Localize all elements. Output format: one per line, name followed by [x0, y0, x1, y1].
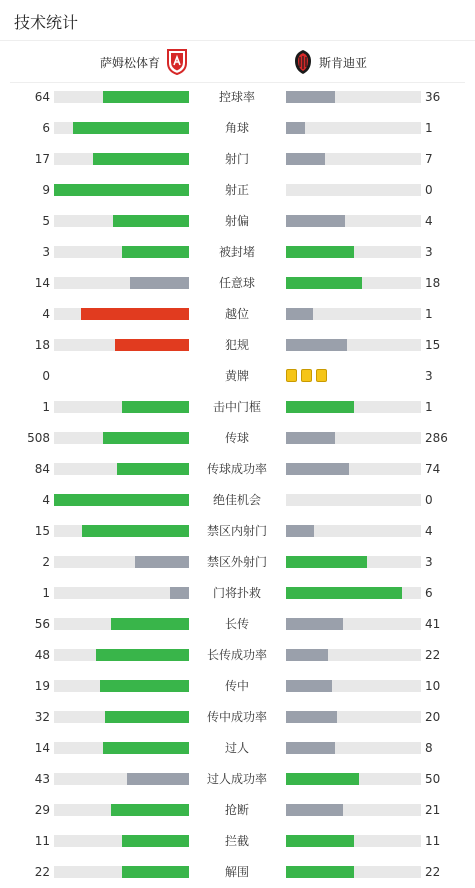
- away-stat-bar: [286, 866, 421, 878]
- away-stat-bar-fill: [286, 153, 325, 165]
- home-stat-bar-fill: [111, 618, 189, 630]
- away-stat-bar-fill: [286, 308, 313, 320]
- away-stat-value: 286: [425, 431, 448, 445]
- stat-label: 传中: [224, 679, 249, 693]
- home-stat-bar-fill: [103, 91, 189, 103]
- section-title: 技术统计: [14, 13, 79, 32]
- away-stat-bar: [286, 494, 421, 506]
- away-stat-bar: [286, 680, 421, 692]
- stat-row: [0, 833, 475, 849]
- teams-header: [0, 46, 475, 78]
- away-stat-bar-fill: [286, 91, 335, 103]
- stat-row: [0, 864, 475, 880]
- home-stat-bar: [54, 649, 189, 661]
- away-stat-value: 6: [425, 586, 433, 600]
- home-stat-bar: [54, 277, 189, 289]
- stat-label: 门将扑救: [212, 586, 261, 600]
- home-stat-bar-fill: [54, 494, 189, 506]
- away-stat-bar-fill: [286, 711, 337, 723]
- away-stat-bar: [286, 711, 421, 723]
- home-stat-value: 32: [34, 710, 50, 724]
- stat-label: 过人: [224, 741, 249, 755]
- stat-label: 解围: [224, 865, 249, 879]
- away-stat-value: 8: [425, 741, 433, 755]
- away-stat-bar-fill: [286, 215, 345, 227]
- away-stat-bar-fill: [286, 556, 367, 568]
- away-stat-bar-fill: [286, 773, 359, 785]
- home-stat-bar: [54, 215, 189, 227]
- away-stat-bar: [286, 91, 421, 103]
- home-stat-bar: [54, 680, 189, 692]
- stat-label: 拦截: [224, 834, 249, 848]
- stat-label: 过人成功率: [206, 772, 267, 786]
- away-stat-bar: [286, 525, 421, 537]
- stat-row: [0, 182, 475, 198]
- away-stat-value: 36: [425, 90, 441, 104]
- away-stat-bar-fill: [286, 649, 328, 661]
- home-stat-value: 9: [42, 183, 50, 197]
- home-stat-value: 1: [42, 586, 50, 600]
- away-stat-value: 0: [425, 493, 433, 507]
- home-stat-value: 4: [42, 493, 50, 507]
- home-stat-bar: [54, 184, 189, 196]
- home-stat-bar-fill: [81, 308, 189, 320]
- away-stat-bar: [286, 122, 421, 134]
- home-stat-value: 43: [34, 772, 50, 786]
- stat-row: [0, 275, 475, 291]
- away-stat-value: 22: [425, 865, 441, 879]
- home-stat-bar: [54, 494, 189, 506]
- away-stat-value: 1: [425, 400, 433, 414]
- away-stat-bar-fill: [286, 401, 354, 413]
- away-stat-bar: [286, 618, 421, 630]
- stat-row: [0, 802, 475, 818]
- stat-label: 禁区外射门: [206, 555, 267, 569]
- home-stat-bar: [54, 835, 189, 847]
- away-team-name: 斯肯迪亚: [319, 55, 368, 70]
- yellow-card-icon: [301, 369, 312, 382]
- home-stat-bar: [54, 246, 189, 258]
- divider: [0, 40, 475, 41]
- home-stat-bar: [54, 525, 189, 537]
- away-stat-bar: [286, 463, 421, 475]
- stat-label: 控球率: [218, 90, 255, 104]
- yellow-card-icon: [286, 369, 297, 382]
- stat-row: [0, 585, 475, 601]
- home-stat-bar-fill: [111, 804, 189, 816]
- stat-row: [0, 306, 475, 322]
- stat-label: 犯规: [224, 338, 249, 352]
- away-stat-bar-fill: [286, 432, 335, 444]
- home-stat-value: 14: [34, 276, 50, 290]
- home-stat-value: 22: [34, 865, 50, 879]
- home-stat-bar: [54, 401, 189, 413]
- stat-row: [0, 213, 475, 229]
- away-stat-bar-fill: [286, 866, 354, 878]
- away-stat-bar-fill: [286, 525, 314, 537]
- home-stat-value: 4: [42, 307, 50, 321]
- away-stat-value: 1: [425, 121, 433, 135]
- away-stat-bar: [286, 339, 421, 351]
- home-team[interactable]: [100, 46, 188, 78]
- home-stat-bar: [54, 587, 189, 599]
- away-stat-value: 10: [425, 679, 441, 693]
- home-stat-bar-fill: [100, 680, 189, 692]
- away-stat-bar-fill: [286, 246, 354, 258]
- home-stat-bar: [54, 742, 189, 754]
- stat-row: [0, 399, 475, 415]
- stat-label: 射正: [224, 183, 249, 197]
- away-stat-bar: [286, 246, 421, 258]
- home-stat-value: 29: [34, 803, 50, 817]
- home-stat-value: 14: [34, 741, 50, 755]
- stat-label: 射偏: [224, 214, 249, 228]
- away-stat-value: 3: [425, 245, 433, 259]
- away-stat-bar-fill: [286, 742, 335, 754]
- away-stat-bar: [286, 401, 421, 413]
- away-stat-bar-fill: [286, 804, 343, 816]
- stat-label: 射门: [224, 152, 249, 166]
- home-stat-bar: [54, 339, 189, 351]
- home-stat-bar: [54, 432, 189, 444]
- away-stat-value: 18: [425, 276, 441, 290]
- home-stat-bar-fill: [122, 866, 190, 878]
- stat-label: 黄牌: [224, 369, 249, 383]
- away-stat-bar-fill: [286, 339, 347, 351]
- away-team-logo-icon: [293, 49, 313, 75]
- stat-label: 越位: [224, 307, 249, 321]
- divider: [10, 82, 465, 83]
- home-stat-value: 1: [42, 400, 50, 414]
- home-stat-value: 56: [34, 617, 50, 631]
- stat-row: [0, 151, 475, 167]
- home-stat-bar-fill: [96, 649, 189, 661]
- away-stat-bar-fill: [286, 277, 362, 289]
- stat-row: [0, 771, 475, 787]
- home-stat-bar: [54, 556, 189, 568]
- away-stat-value: 41: [425, 617, 441, 631]
- stat-label: 角球: [224, 121, 249, 135]
- home-stat-bar-fill: [122, 835, 190, 847]
- stat-row: [0, 523, 475, 539]
- away-stat-value: 20: [425, 710, 441, 724]
- away-stat-bar: [286, 556, 421, 568]
- stat-label: 长传: [224, 617, 249, 631]
- home-stat-value: 3: [42, 245, 50, 259]
- stat-label: 绝佳机会: [212, 493, 261, 507]
- home-stat-bar-fill: [127, 773, 189, 785]
- away-stat-value: 4: [425, 214, 433, 228]
- home-stat-value: 19: [34, 679, 50, 693]
- stat-row: [0, 678, 475, 694]
- home-stat-bar-fill: [115, 339, 189, 351]
- away-stat-bar-fill: [286, 835, 354, 847]
- away-stat-bar: [286, 587, 421, 599]
- home-stat-value: 0: [42, 369, 50, 383]
- home-team-name: 萨姆松体育: [99, 55, 160, 70]
- away-stat-value: 7: [425, 152, 433, 166]
- stat-label: 击中门框: [212, 400, 261, 414]
- stat-row: [0, 492, 475, 508]
- away-stat-value: 1: [425, 307, 433, 321]
- away-stat-value: 50: [425, 772, 441, 786]
- away-stat-bar-fill: [286, 463, 349, 475]
- stat-label: 传中成功率: [206, 710, 267, 724]
- home-stat-bar-fill: [130, 277, 189, 289]
- stat-row: [0, 368, 475, 384]
- home-stat-bar-fill: [122, 246, 190, 258]
- home-stat-bar-fill: [103, 432, 189, 444]
- home-stat-value: 84: [34, 462, 50, 476]
- home-stat-value: 2: [42, 555, 50, 569]
- away-stat-bar-fill: [286, 618, 343, 630]
- stat-label: 抢断: [224, 803, 249, 817]
- stat-row: [0, 554, 475, 570]
- away-stat-bar: [286, 432, 421, 444]
- away-stat-bar-fill: [286, 122, 305, 134]
- home-stat-value: 48: [34, 648, 50, 662]
- home-stat-value: 15: [34, 524, 50, 538]
- home-stat-bar: [54, 122, 189, 134]
- home-team-logo-icon: [166, 49, 188, 75]
- stat-row: [0, 740, 475, 756]
- home-stat-value: 11: [34, 834, 50, 848]
- away-stat-value: 74: [425, 462, 441, 476]
- away-stat-bar: [286, 773, 421, 785]
- stat-row: [0, 616, 475, 632]
- home-stat-value: 5: [42, 214, 50, 228]
- stat-row: [0, 709, 475, 725]
- away-team[interactable]: [293, 46, 367, 78]
- away-stat-bar: [286, 742, 421, 754]
- stat-row: [0, 120, 475, 136]
- stat-row: [0, 430, 475, 446]
- home-stat-bar: [54, 804, 189, 816]
- stat-label: 传球成功率: [206, 462, 267, 476]
- home-stat-bar-fill: [113, 215, 189, 227]
- away-stat-value: 3: [425, 369, 433, 383]
- away-stat-bar: [286, 835, 421, 847]
- stat-row: [0, 337, 475, 353]
- home-stat-bar-fill: [135, 556, 189, 568]
- home-stat-bar-fill: [170, 587, 189, 599]
- away-stat-bar: [286, 649, 421, 661]
- stat-row: [0, 461, 475, 477]
- away-stat-bar: [286, 277, 421, 289]
- away-yellow-cards: [286, 369, 327, 383]
- home-stat-bar: [54, 618, 189, 630]
- away-stat-bar-fill: [286, 680, 332, 692]
- away-stat-bar: [286, 804, 421, 816]
- home-stat-bar: [54, 866, 189, 878]
- away-stat-bar: [286, 308, 421, 320]
- stat-label: 任意球: [218, 276, 255, 290]
- away-stat-value: 15: [425, 338, 441, 352]
- home-stat-bar: [54, 773, 189, 785]
- yellow-card-icon: [316, 369, 327, 382]
- home-stat-value: 18: [34, 338, 50, 352]
- home-stat-bar-fill: [82, 525, 189, 537]
- stat-label: 传球: [224, 431, 249, 445]
- home-stat-value: 6: [42, 121, 50, 135]
- away-stat-bar: [286, 215, 421, 227]
- home-stat-bar: [54, 711, 189, 723]
- home-stat-bar-fill: [93, 153, 189, 165]
- home-stat-bar-fill: [54, 184, 189, 196]
- stat-row: [0, 89, 475, 105]
- stat-row: [0, 244, 475, 260]
- home-stat-value: 508: [27, 431, 50, 445]
- away-stat-bar: [286, 153, 421, 165]
- away-stat-value: 0: [425, 183, 433, 197]
- stat-label: 长传成功率: [206, 648, 267, 662]
- home-stat-value: 64: [34, 90, 50, 104]
- away-stat-value: 3: [425, 555, 433, 569]
- stat-label: 禁区内射门: [206, 524, 267, 538]
- home-stat-bar: [54, 91, 189, 103]
- home-stat-value: 17: [34, 152, 50, 166]
- stat-label: 被封堵: [218, 245, 255, 259]
- home-stat-bar-fill: [117, 463, 189, 475]
- home-stat-bar: [54, 308, 189, 320]
- stat-row: [0, 647, 475, 663]
- home-stat-bar-fill: [73, 122, 189, 134]
- away-stat-value: 22: [425, 648, 441, 662]
- away-stat-bar: [286, 184, 421, 196]
- away-stat-value: 21: [425, 803, 441, 817]
- away-stat-bar-fill: [286, 587, 402, 599]
- home-stat-bar: [54, 153, 189, 165]
- away-stat-value: 11: [425, 834, 441, 848]
- home-stat-bar-fill: [103, 742, 189, 754]
- home-stat-bar-fill: [122, 401, 190, 413]
- home-stat-bar: [54, 463, 189, 475]
- home-stat-bar-fill: [105, 711, 189, 723]
- away-stat-value: 4: [425, 524, 433, 538]
